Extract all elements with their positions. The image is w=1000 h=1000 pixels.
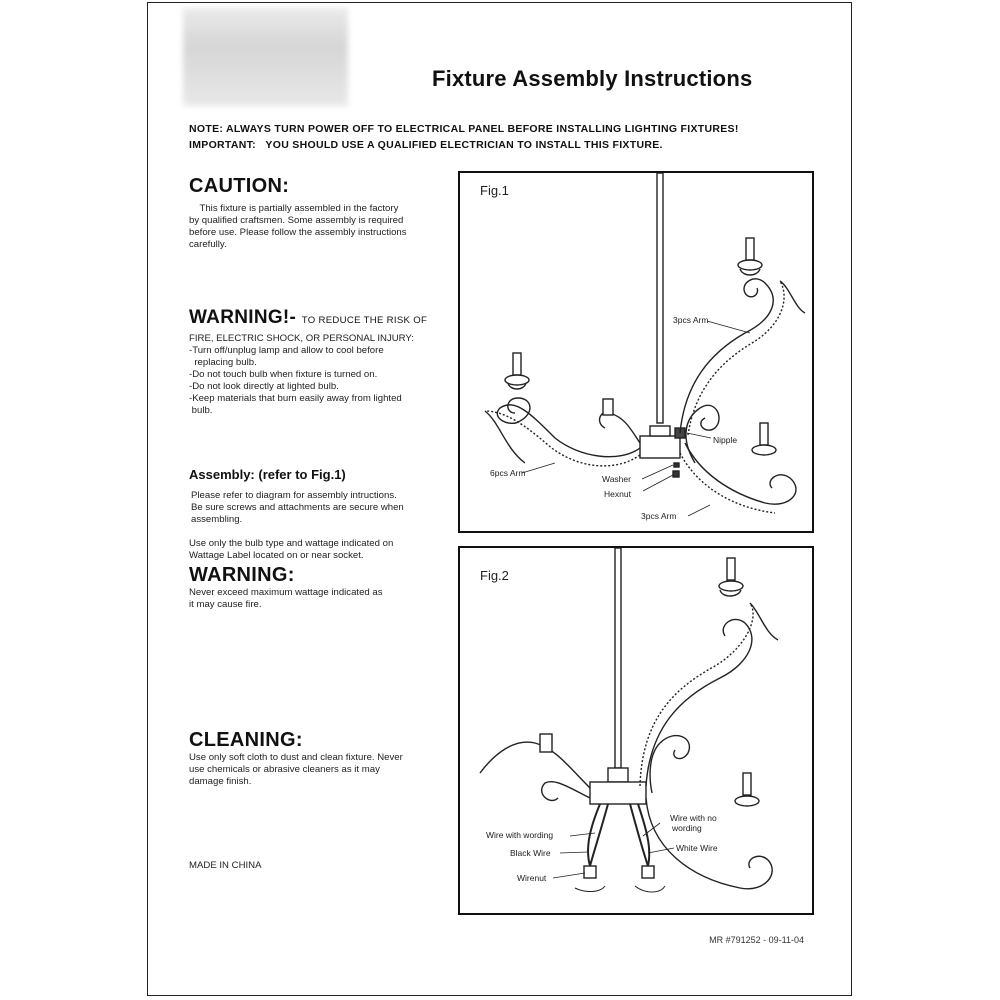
label-nipple: Nipple [713,435,738,445]
cleaning-text [189,752,403,788]
white-wire [630,804,648,866]
hexnut-icon [673,471,679,477]
caution-line: by qualified craftsmen. Some assembly is required [189,215,404,226]
warning-line: FIRE, ELECTRIC SHOCK, OR PERSONAL INJURY: [189,333,414,344]
label-wire-no-wording-2: wording [672,823,702,833]
label-white-wire: White Wire [676,843,718,853]
warning-line: replacing bulb. [189,357,257,368]
caution-text [189,203,407,251]
important-line: IMPORTANT: YOU SHOULD USE A QUALIFIED ELECTRICIAN TO INSTALL THIS FIXTURE. [189,139,663,151]
wattage-line: Use only the bulb type and wattage indicated on [189,538,394,549]
candle-lower-right [760,423,768,445]
arm-left [480,742,590,788]
center-rod [657,173,663,423]
figure-1 [458,171,814,533]
center-body [640,436,680,458]
blurred-logo [183,8,348,106]
center-rod [615,548,621,768]
wattage-text [189,538,393,562]
warning-line: -Turn off/unplug lamp and allow to cool before [189,345,384,356]
assembly-heading: Assembly: (refer to Fig.1) [189,467,346,482]
document-code: MR #791252 - 09-11-04 [709,935,804,945]
warning-heading [189,307,427,329]
cleaning-line: damage finish. [189,776,252,787]
assembly-line: assembling. [191,514,243,525]
washer-icon [674,463,679,467]
cleaning-heading: CLEANING: [189,729,303,751]
wirenut-icon [584,866,596,878]
label-wirenut: Wirenut [517,873,547,883]
label-wire-no-wording-1: Wire with no [670,813,717,823]
warning-line: -Do not touch bulb when fixture is turned on. [189,369,378,380]
candle-top-right [727,558,735,580]
assembly-line: Be sure screws and attachments are secure when [191,502,404,513]
warning-subhead: TO REDUCE THE RISK OF [301,315,428,326]
caution-line: before use. Please follow the assembly instructions [189,227,407,238]
wattage-line: Wattage Label located on or near socket. [189,550,364,561]
label-6pcs-arm: 6pcs Arm [490,468,526,478]
warning2-heading: WARNING: [189,564,295,586]
warning-line: -Do not look directly at lighted bulb. [189,381,339,392]
center-body [590,782,646,804]
warning-line: bulb. [189,405,213,416]
caution-line: This fixture is partially assembled in the factory [189,203,399,214]
assembly-text [191,490,404,526]
made-in-label: MADE IN CHINA [189,860,262,871]
caution-heading: CAUTION: [189,175,290,197]
note-line: NOTE: ALWAYS TURN POWER OFF TO ELECTRICAL PANEL BEFORE INSTALLING LIGHTING FIXTURES! [189,123,739,135]
cleaning-line: use chemicals or abrasive cleaners as it may [189,764,380,775]
figure-2-label: Fig.2 [480,568,509,583]
warning-heading-label: WARNING!- [189,307,297,328]
warning-line: -Keep materials that burn easily away from lighted [189,393,402,404]
warning-text [189,333,414,417]
arm-lower-right [685,443,796,504]
arm-upper-right [646,619,752,786]
warning2-line: it may cause fire. [189,599,262,610]
arm-left [497,405,640,457]
wirenut-icon [642,866,654,878]
label-hexnut: Hexnut [604,489,631,499]
candle-left [513,353,521,375]
label-black-wire: Black Wire [510,848,551,858]
figure-1-drawing [460,173,814,533]
label-wire-with-wording: Wire with wording [486,830,554,840]
warning2-line: Never exceed maximum wattage indicated as [189,587,383,598]
cleaning-line: Use only soft cloth to dust and clean fixture. Never [189,752,403,763]
label-washer: Washer [602,474,631,484]
label-3pcs-arm-top: 3pcs Arm [673,315,709,325]
warning2-text [189,587,383,611]
figure-1-label: Fig.1 [480,183,509,198]
figure-2 [458,546,814,915]
candle-lower-right [743,773,751,795]
assembly-line: Please refer to diagram for assembly intructions. [191,490,397,501]
figure-2-drawing [460,548,814,915]
page-title: Fixture Assembly Instructions [432,66,753,91]
candle-top-right [746,238,754,260]
label-3pcs-arm-bottom: 3pcs Arm [641,511,677,521]
caution-line: carefully. [189,239,227,250]
